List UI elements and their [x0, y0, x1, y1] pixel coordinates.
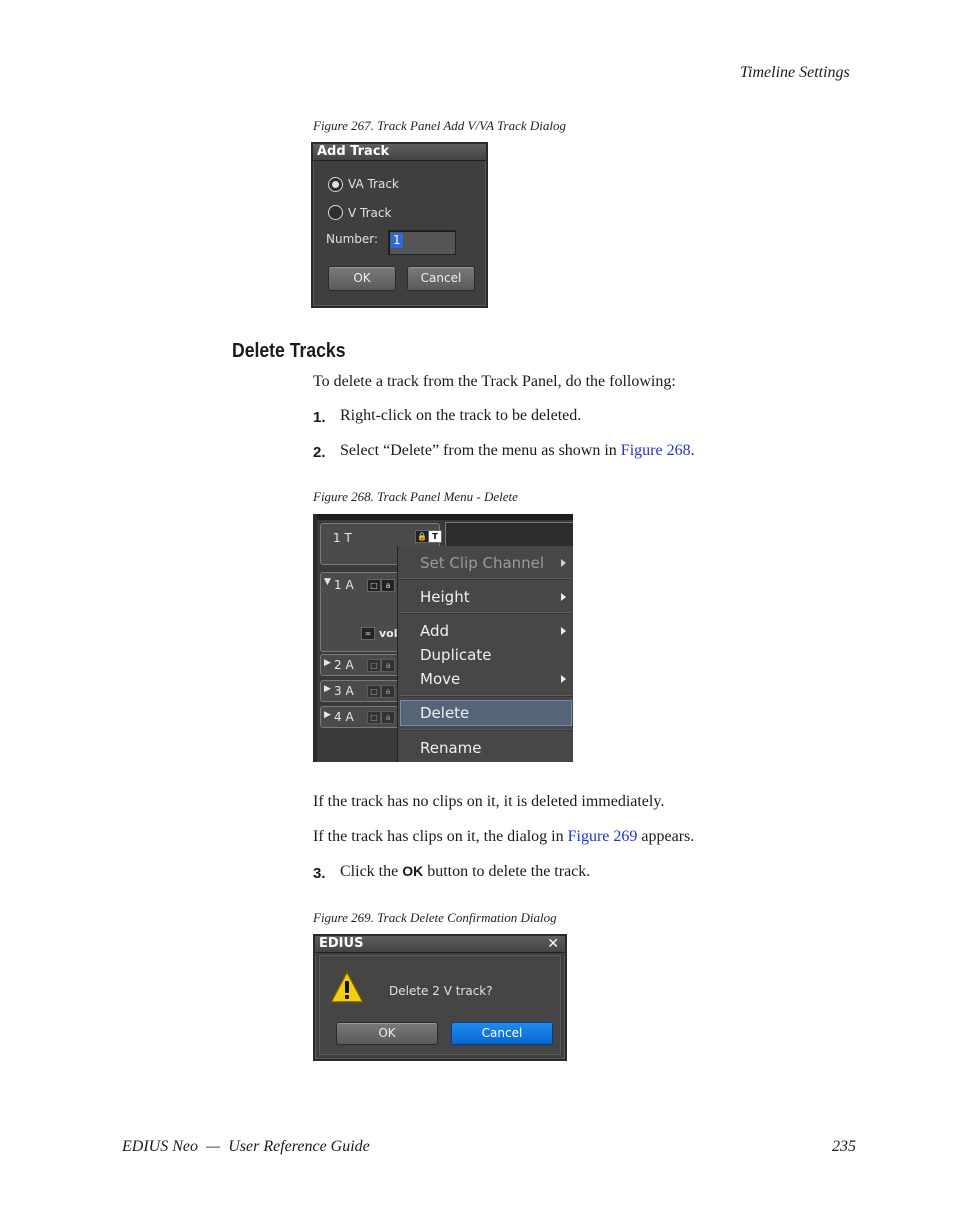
number-value: 1	[393, 233, 401, 247]
menu-separator	[400, 578, 572, 580]
paragraph-text-before: If the track has clips on it, the dialog in	[313, 828, 568, 845]
step-text-before: Select “Delete” from the menu as shown in	[340, 442, 621, 459]
expand-icon[interactable]: ▶	[324, 710, 331, 720]
menu-item-label: Set Clip Channel	[420, 554, 545, 572]
step-text: Right-click on the track to be deleted.	[340, 407, 582, 424]
step-text	[340, 863, 590, 881]
submenu-arrow-icon	[561, 627, 566, 635]
menu-item-move[interactable]	[398, 667, 573, 691]
no-clips-paragraph: If the track has no clips on it, it is deleted immediately.	[313, 793, 665, 810]
track-label: 3 A	[334, 684, 354, 698]
lock-icon[interactable]: a	[381, 685, 395, 698]
menu-item-add[interactable]	[398, 619, 573, 643]
menu-item-set-clip-channel[interactable]	[398, 551, 573, 575]
step-text-before: Click the	[340, 863, 403, 880]
lock-icon[interactable]: □	[367, 659, 381, 672]
step-text-after: button to delete the track.	[423, 863, 591, 880]
lock-icon[interactable]: a	[381, 579, 395, 592]
paragraph-text-after: appears.	[637, 828, 695, 845]
cancel-button[interactable]: Cancel	[407, 266, 475, 291]
step-text-after: .	[690, 442, 695, 459]
menu-item-label: Height	[420, 588, 470, 606]
link-icon[interactable]: ∞	[361, 627, 375, 640]
ok-button[interactable]: OK	[328, 266, 396, 291]
menu-separator	[400, 729, 572, 731]
vol-label: vol	[379, 627, 398, 640]
menu-separator	[400, 695, 572, 697]
va-track-label: VA Track	[348, 177, 399, 191]
menu-separator	[400, 612, 572, 614]
ok-button[interactable]: OK	[336, 1022, 438, 1045]
cancel-button[interactable]: Cancel	[451, 1022, 553, 1045]
step-text	[340, 442, 695, 460]
track-label: 1 A	[334, 578, 354, 592]
running-header: Timeline Settings	[740, 64, 850, 81]
add-track-dialog	[311, 142, 488, 308]
step-number: 1.	[313, 409, 326, 426]
v-track-radio[interactable]	[328, 205, 343, 220]
menu-item-duplicate[interactable]	[398, 643, 573, 667]
context-menu	[397, 546, 573, 762]
intro-paragraph: To delete a track from the Track Panel, do the following:	[313, 373, 676, 390]
collapse-icon[interactable]: ▼	[324, 577, 331, 587]
figure-269-link[interactable]: Figure 269	[567, 828, 638, 845]
section-heading: Delete Tracks	[232, 340, 346, 362]
submenu-arrow-icon	[561, 559, 566, 567]
submenu-arrow-icon	[561, 593, 566, 601]
figure-267-caption: Figure 267. Track Panel Add V/VA Track Dialog	[313, 118, 566, 133]
menu-item-label: Add	[420, 622, 450, 640]
page-number: 235	[832, 1138, 856, 1155]
lock-icon[interactable]: □	[367, 685, 381, 698]
menu-item-label: Duplicate	[420, 646, 492, 664]
step-number: 3.	[313, 865, 326, 882]
number-label: Number:	[326, 232, 379, 246]
ok-keyword: OK	[402, 863, 424, 879]
lock-icon[interactable]: a	[381, 659, 395, 672]
lock-icon[interactable]: □	[367, 579, 381, 592]
text-track-icon[interactable]: T	[428, 530, 442, 543]
figure-268-caption: Figure 268. Track Panel Menu - Delete	[313, 489, 518, 504]
expand-icon[interactable]: ▶	[324, 684, 331, 694]
panel-top-strip	[313, 514, 573, 520]
figure-268-link[interactable]: Figure 268	[620, 442, 691, 459]
track-label: 1 T	[333, 531, 352, 545]
menu-item-label: Delete	[420, 704, 470, 722]
menu-item-label: Move	[420, 670, 461, 688]
lock-icon[interactable]: □	[367, 711, 381, 724]
track-panel	[313, 514, 573, 762]
menu-item-height[interactable]	[398, 585, 573, 609]
expand-icon[interactable]: ▶	[324, 658, 331, 668]
delete-confirm-dialog	[313, 934, 567, 1061]
number-input[interactable]	[388, 230, 456, 255]
submenu-arrow-icon	[561, 675, 566, 683]
menu-item-delete[interactable]	[400, 700, 572, 726]
track-label: 4 A	[334, 710, 354, 724]
figure-269-caption: Figure 269. Track Delete Confirmation Dialog	[313, 910, 557, 925]
dialog-title: EDIUS	[315, 936, 565, 953]
warning-icon	[329, 970, 365, 1004]
va-track-radio[interactable]	[328, 177, 343, 192]
lock-icon[interactable]: 🔒	[415, 530, 429, 543]
v-track-label: V Track	[348, 206, 392, 220]
lock-icon[interactable]: a	[381, 711, 395, 724]
track-label: 2 A	[334, 658, 354, 672]
close-icon[interactable]: ✕	[547, 936, 559, 952]
dialog-title: Add Track	[313, 144, 486, 161]
footer-title: EDIUS Neo — User Reference Guide	[122, 1138, 370, 1155]
menu-item-rename[interactable]	[398, 736, 573, 760]
step-number: 2.	[313, 444, 326, 461]
clips-paragraph	[313, 828, 694, 846]
panel-left-edge	[313, 514, 317, 762]
menu-item-label: Rename	[420, 739, 482, 757]
dialog-message: Delete 2 V track?	[389, 984, 493, 998]
